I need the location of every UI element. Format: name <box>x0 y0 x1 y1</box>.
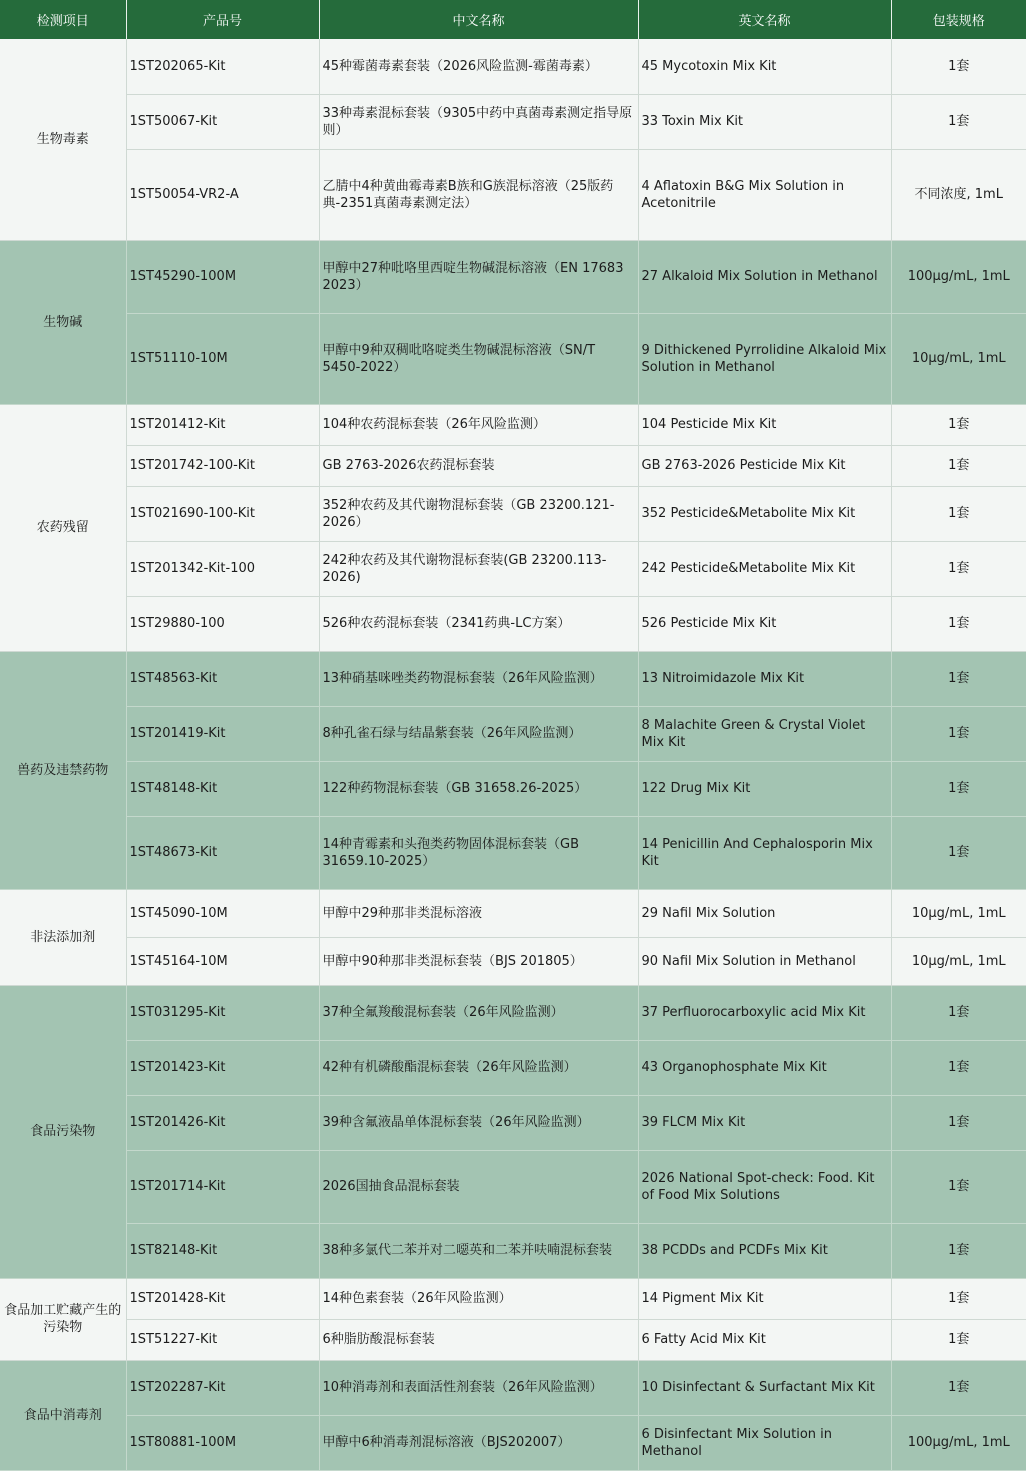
chinese-name-cell: 甲醇中9种双稠吡咯啶类生物碱混标溶液（SN/T 5450-2022） <box>319 313 638 404</box>
english-name-cell: 6 Disinfectant Mix Solution in Methanol <box>638 1415 891 1470</box>
package-cell: 10μg/mL, 1mL <box>891 313 1026 404</box>
table-row <box>0 404 1026 445</box>
product-code-cell: 1ST201419-Kit <box>126 706 319 761</box>
header-chinese-name: 中文名称 <box>319 0 638 39</box>
package-cell: 1套 <box>891 1095 1026 1150</box>
english-name-cell: 14 Pigment Mix Kit <box>638 1278 891 1319</box>
table-row <box>0 706 1026 761</box>
english-name-cell: 8 Malachite Green & Crystal Violet Mix Kit <box>638 706 891 761</box>
product-code-cell: 1ST031295-Kit <box>126 985 319 1040</box>
package-cell: 1套 <box>891 706 1026 761</box>
table-row <box>0 486 1026 541</box>
product-code-cell: 1ST80881-100M <box>126 1415 319 1470</box>
product-code-cell: 1ST021690-100-Kit <box>126 486 319 541</box>
category-group <box>0 39 1026 240</box>
category-cell: 食品加工贮藏产生的污染物 <box>0 1278 126 1360</box>
header-package: 包装规格 <box>891 0 1026 39</box>
product-code-cell: 1ST29880-100 <box>126 596 319 651</box>
package-cell: 1套 <box>891 486 1026 541</box>
chinese-name-cell: 42种有机磷酸酯混标套装（26年风险监测） <box>319 1040 638 1095</box>
english-name-cell: 39 FLCM Mix Kit <box>638 1095 891 1150</box>
product-code-cell: 1ST201428-Kit <box>126 1278 319 1319</box>
package-cell: 1套 <box>891 761 1026 816</box>
product-code-cell: 1ST48563-Kit <box>126 651 319 706</box>
product-code-cell: 1ST201423-Kit <box>126 1040 319 1095</box>
package-cell: 1套 <box>891 94 1026 149</box>
chinese-name-cell: 8种孔雀石绿与结晶紫套装（26年风险监测） <box>319 706 638 761</box>
chinese-name-cell: 104种农药混标套装（26年风险监测） <box>319 404 638 445</box>
table-row <box>0 313 1026 404</box>
chinese-name-cell: 37种全氟羧酸混标套装（26年风险监测） <box>319 985 638 1040</box>
english-name-cell: 122 Drug Mix Kit <box>638 761 891 816</box>
chinese-name-cell: 乙腈中4种黄曲霉毒素B族和G族混标溶液（25版药典-2351真菌毒素测定法） <box>319 149 638 240</box>
header-english-name: 英文名称 <box>638 0 891 39</box>
table-row <box>0 1150 1026 1223</box>
product-code-cell: 1ST201426-Kit <box>126 1095 319 1150</box>
chinese-name-cell: 14种青霉素和头孢类药物固体混标套装（GB 31659.10-2025） <box>319 816 638 889</box>
category-group <box>0 651 1026 889</box>
table-row <box>0 1040 1026 1095</box>
table-row <box>0 445 1026 486</box>
product-code-cell: 1ST45290-100M <box>126 240 319 313</box>
english-name-cell: 43 Organophosphate Mix Kit <box>638 1040 891 1095</box>
chinese-name-cell: 14种色素套装（26年风险监测） <box>319 1278 638 1319</box>
english-name-cell: 37 Perfluorocarboxylic acid Mix Kit <box>638 985 891 1040</box>
chinese-name-cell: 526种农药混标套装（2341药典-LC方案） <box>319 596 638 651</box>
chinese-name-cell: 甲醇中6种消毒剂混标溶液（BJS202007） <box>319 1415 638 1470</box>
chinese-name-cell: 122种药物混标套装（GB 31658.26-2025） <box>319 761 638 816</box>
package-cell: 1套 <box>891 1319 1026 1360</box>
english-name-cell: 33 Toxin Mix Kit <box>638 94 891 149</box>
package-cell: 1套 <box>891 445 1026 486</box>
table-row <box>0 596 1026 651</box>
category-cell: 非法添加剂 <box>0 889 126 985</box>
package-cell: 1套 <box>891 541 1026 596</box>
table-row <box>0 1278 1026 1319</box>
category-group <box>0 240 1026 404</box>
english-name-cell: 352 Pesticide&Metabolite Mix Kit <box>638 486 891 541</box>
table-row <box>0 816 1026 889</box>
table-row <box>0 937 1026 985</box>
chinese-name-cell: 33种毒素混标套装（9305中药中真菌毒素测定指导原则） <box>319 94 638 149</box>
header-row <box>0 0 1026 39</box>
table-row <box>0 1095 1026 1150</box>
product-code-cell: 1ST201714-Kit <box>126 1150 319 1223</box>
product-code-cell: 1ST201742-100-Kit <box>126 445 319 486</box>
chinese-name-cell: GB 2763-2026农药混标套装 <box>319 445 638 486</box>
chinese-name-cell: 10种消毒剂和表面活性剂套装（26年风险监测） <box>319 1360 638 1415</box>
english-name-cell: 14 Penicillin And Cephalosporin Mix Kit <box>638 816 891 889</box>
package-cell: 1套 <box>891 816 1026 889</box>
table-row <box>0 94 1026 149</box>
english-name-cell: 4 Aflatoxin B&G Mix Solution in Acetonitrile <box>638 149 891 240</box>
product-code-cell: 1ST45090-10M <box>126 889 319 937</box>
product-code-cell: 1ST45164-10M <box>126 937 319 985</box>
chinese-name-cell: 13种硝基咪唑类药物混标套装（26年风险监测） <box>319 651 638 706</box>
package-cell: 100μg/mL, 1mL <box>891 1415 1026 1470</box>
table-row <box>0 889 1026 937</box>
product-code-cell: 1ST48673-Kit <box>126 816 319 889</box>
package-cell: 1套 <box>891 1223 1026 1278</box>
package-cell: 1套 <box>891 1040 1026 1095</box>
english-name-cell: GB 2763-2026 Pesticide Mix Kit <box>638 445 891 486</box>
category-group <box>0 404 1026 651</box>
table-row <box>0 1415 1026 1470</box>
package-cell: 1套 <box>891 651 1026 706</box>
table-row <box>0 985 1026 1040</box>
table-row <box>0 1360 1026 1415</box>
product-code-cell: 1ST201412-Kit <box>126 404 319 445</box>
header-product-code: 产品号 <box>126 0 319 39</box>
product-code-cell: 1ST201342-Kit-100 <box>126 541 319 596</box>
package-cell: 1套 <box>891 39 1026 94</box>
english-name-cell: 9 Dithickened Pyrrolidine Alkaloid Mix Solution in Methanol <box>638 313 891 404</box>
english-name-cell: 10 Disinfectant & Surfactant Mix Kit <box>638 1360 891 1415</box>
chinese-name-cell: 甲醇中27种吡咯里西啶生物碱混标溶液（EN 17683 2023） <box>319 240 638 313</box>
table-row <box>0 1319 1026 1360</box>
category-cell: 农药残留 <box>0 404 126 651</box>
category-cell: 食品中消毒剂 <box>0 1360 126 1470</box>
english-name-cell: 38 PCDDs and PCDFs Mix Kit <box>638 1223 891 1278</box>
chinese-name-cell: 6种脂肪酸混标套装 <box>319 1319 638 1360</box>
product-code-cell: 1ST51227-Kit <box>126 1319 319 1360</box>
chinese-name-cell: 45种霉菌毒素套装（2026风险监测-霉菌毒素） <box>319 39 638 94</box>
english-name-cell: 27 Alkaloid Mix Solution in Methanol <box>638 240 891 313</box>
english-name-cell: 526 Pesticide Mix Kit <box>638 596 891 651</box>
table-row <box>0 651 1026 706</box>
package-cell: 100μg/mL, 1mL <box>891 240 1026 313</box>
package-cell: 1套 <box>891 404 1026 445</box>
package-cell: 1套 <box>891 985 1026 1040</box>
product-code-cell: 1ST48148-Kit <box>126 761 319 816</box>
english-name-cell: 2026 National Spot-check: Food. Kit of Food Mix Solutions <box>638 1150 891 1223</box>
chinese-name-cell: 甲醇中90种那非类混标套装（BJS 201805） <box>319 937 638 985</box>
category-cell: 食品污染物 <box>0 985 126 1278</box>
category-group <box>0 1360 1026 1470</box>
category-group <box>0 985 1026 1278</box>
product-code-cell: 1ST51110-10M <box>126 313 319 404</box>
package-cell: 1套 <box>891 596 1026 651</box>
product-code-cell: 1ST202065-Kit <box>126 39 319 94</box>
package-cell: 10μg/mL, 1mL <box>891 889 1026 937</box>
table-row <box>0 39 1026 94</box>
package-cell: 1套 <box>891 1360 1026 1415</box>
category-group <box>0 889 1026 985</box>
package-cell: 1套 <box>891 1278 1026 1319</box>
table-row <box>0 1223 1026 1278</box>
category-cell: 兽药及违禁药物 <box>0 651 126 889</box>
english-name-cell: 29 Nafil Mix Solution <box>638 889 891 937</box>
category-cell: 生物毒素 <box>0 39 126 240</box>
english-name-cell: 45 Mycotoxin Mix Kit <box>638 39 891 94</box>
product-code-cell: 1ST82148-Kit <box>126 1223 319 1278</box>
product-code-cell: 1ST50054-VR2-A <box>126 149 319 240</box>
english-name-cell: 104 Pesticide Mix Kit <box>638 404 891 445</box>
table-row <box>0 541 1026 596</box>
chinese-name-cell: 39种含氟液晶单体混标套装（26年风险监测） <box>319 1095 638 1150</box>
english-name-cell: 242 Pesticide&Metabolite Mix Kit <box>638 541 891 596</box>
category-group <box>0 1278 1026 1360</box>
table-row <box>0 240 1026 313</box>
chinese-name-cell: 2026国抽食品混标套装 <box>319 1150 638 1223</box>
package-cell: 1套 <box>891 1150 1026 1223</box>
table-row <box>0 149 1026 240</box>
header-category: 检测项目 <box>0 0 126 39</box>
chinese-name-cell: 38种多氯代二苯并对二噁英和二苯并呋喃混标套装 <box>319 1223 638 1278</box>
chinese-name-cell: 352种农药及其代谢物混标套装（GB 23200.121-2026） <box>319 486 638 541</box>
package-cell: 10μg/mL, 1mL <box>891 937 1026 985</box>
product-code-cell: 1ST50067-Kit <box>126 94 319 149</box>
category-cell: 生物碱 <box>0 240 126 404</box>
package-cell: 不同浓度, 1mL <box>891 149 1026 240</box>
english-name-cell: 90 Nafil Mix Solution in Methanol <box>638 937 891 985</box>
english-name-cell: 6 Fatty Acid Mix Kit <box>638 1319 891 1360</box>
table-row <box>0 761 1026 816</box>
english-name-cell: 13 Nitroimidazole Mix Kit <box>638 651 891 706</box>
product-code-cell: 1ST202287-Kit <box>126 1360 319 1415</box>
chinese-name-cell: 242种农药及其代谢物混标套装(GB 23200.113-2026) <box>319 541 638 596</box>
chinese-name-cell: 甲醇中29种那非类混标溶液 <box>319 889 638 937</box>
